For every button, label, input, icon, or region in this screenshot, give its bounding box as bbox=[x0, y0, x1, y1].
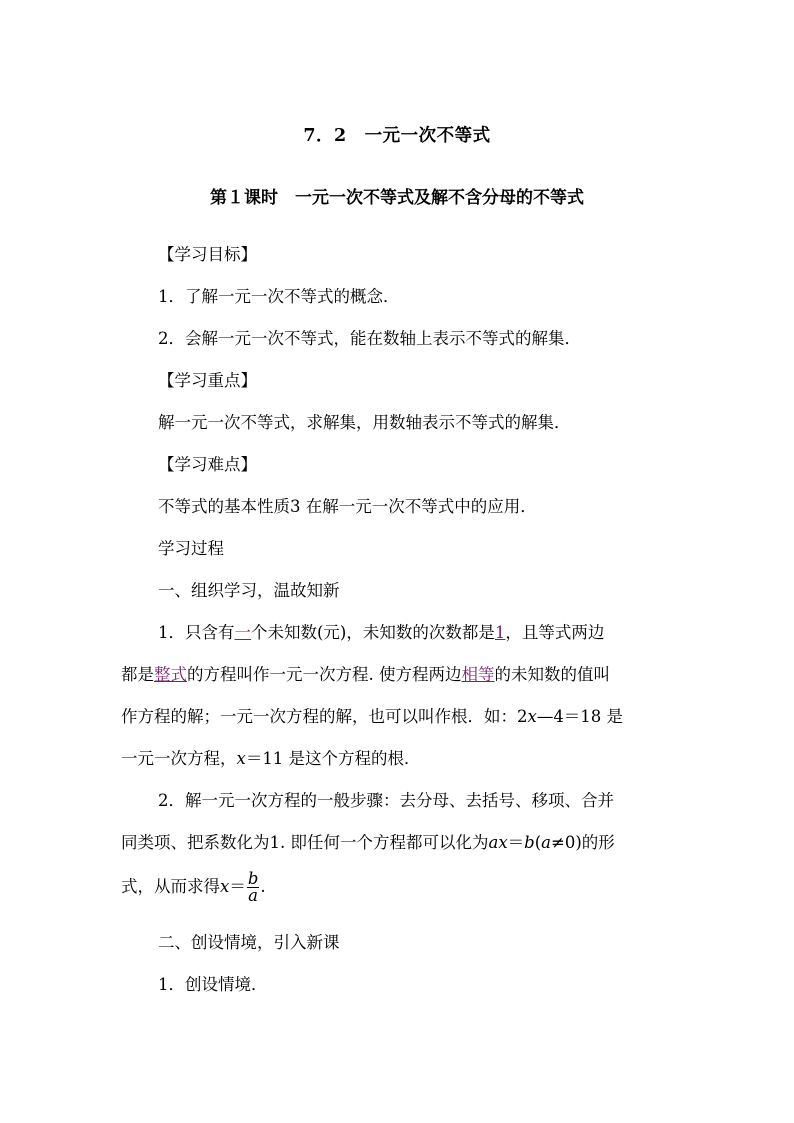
text-span: ≠0)的形 bbox=[551, 833, 615, 852]
section-title: 7．2 一元一次不等式 bbox=[303, 126, 491, 146]
blank-answer: 相等 bbox=[461, 665, 495, 684]
process-heading: 学习过程 bbox=[158, 539, 224, 558]
key-points-text: 解一元一次不等式，求解集，用数轴表示不等式的解集． bbox=[158, 413, 571, 432]
difficulty-heading: 【学习难点】 bbox=[158, 455, 257, 474]
lesson-subtitle: 第１课时 一元一次不等式及解不含分母的不等式 bbox=[210, 188, 584, 208]
paragraph1-line1 bbox=[158, 623, 604, 643]
text-span: 作方程的解；一元一次方程的解，也可以叫作根．如：2 bbox=[121, 707, 528, 726]
variable: b bbox=[524, 833, 535, 852]
section2-heading: 二、创设情境，引入新课 bbox=[158, 933, 340, 952]
blank-answer: 1 bbox=[494, 623, 506, 642]
paragraph2-line3 bbox=[121, 868, 266, 906]
variable: x bbox=[236, 749, 246, 768]
text-span: 都是 bbox=[121, 665, 154, 684]
fraction-numerator: b bbox=[247, 869, 259, 888]
paragraph1-line4 bbox=[121, 749, 421, 769]
key-points-heading: 【学习重点】 bbox=[158, 371, 257, 390]
paragraph2-line1: 2．解一元一次方程的一般步骤：去分母、去括号、移项、合并 bbox=[158, 791, 614, 810]
text-span: 1．只含有 bbox=[158, 623, 235, 642]
text-span: . bbox=[260, 877, 266, 896]
fraction-denominator: a bbox=[248, 886, 259, 905]
text-span: 个未知数(元)，未知数的次数都是 bbox=[251, 623, 495, 642]
variable: x bbox=[220, 877, 230, 896]
paragraph1-line3 bbox=[121, 707, 623, 727]
section2-item-1: 1．创设情境． bbox=[158, 975, 268, 994]
blank-answer: 一 bbox=[234, 623, 251, 642]
text-span: —4＝18 是 bbox=[536, 707, 624, 726]
objective-item-2: 2．会解一元一次不等式，能在数轴上表示不等式的解集． bbox=[158, 329, 581, 348]
variable: ax bbox=[488, 833, 508, 852]
variable: a bbox=[541, 833, 551, 852]
text-span: 的方程叫作一元一次方程. 使方程两边 bbox=[187, 665, 462, 684]
text-span: ＝11 是这个方程的根． bbox=[245, 749, 421, 768]
text-span: 的未知数的值叫 bbox=[494, 665, 610, 684]
blank-answer: 整式 bbox=[154, 665, 187, 684]
variable: x bbox=[527, 707, 537, 726]
text-span: 同类项、把系数化为1. 即任何一个方程都可以化为 bbox=[121, 833, 489, 852]
objectives-heading: 【学习目标】 bbox=[158, 245, 257, 264]
text-span: 一元一次方程， bbox=[121, 749, 237, 768]
text-span: ，且等式两边 bbox=[505, 623, 605, 642]
text-span: ＝ bbox=[507, 833, 525, 852]
difficulty-text: 不等式的基本性质3 在解一元一次不等式中的应用． bbox=[158, 497, 537, 516]
paragraph1-line2 bbox=[121, 665, 610, 685]
fraction bbox=[247, 871, 260, 904]
section1-heading: 一、组织学习，温故知新 bbox=[158, 581, 340, 600]
text-span: ( bbox=[534, 833, 542, 852]
text-span: ＝ bbox=[229, 877, 246, 896]
text-span: 式，从而求得 bbox=[121, 877, 220, 896]
objective-item-1: 1．了解一元一次不等式的概念． bbox=[158, 287, 400, 306]
paragraph2-line2 bbox=[121, 833, 615, 853]
